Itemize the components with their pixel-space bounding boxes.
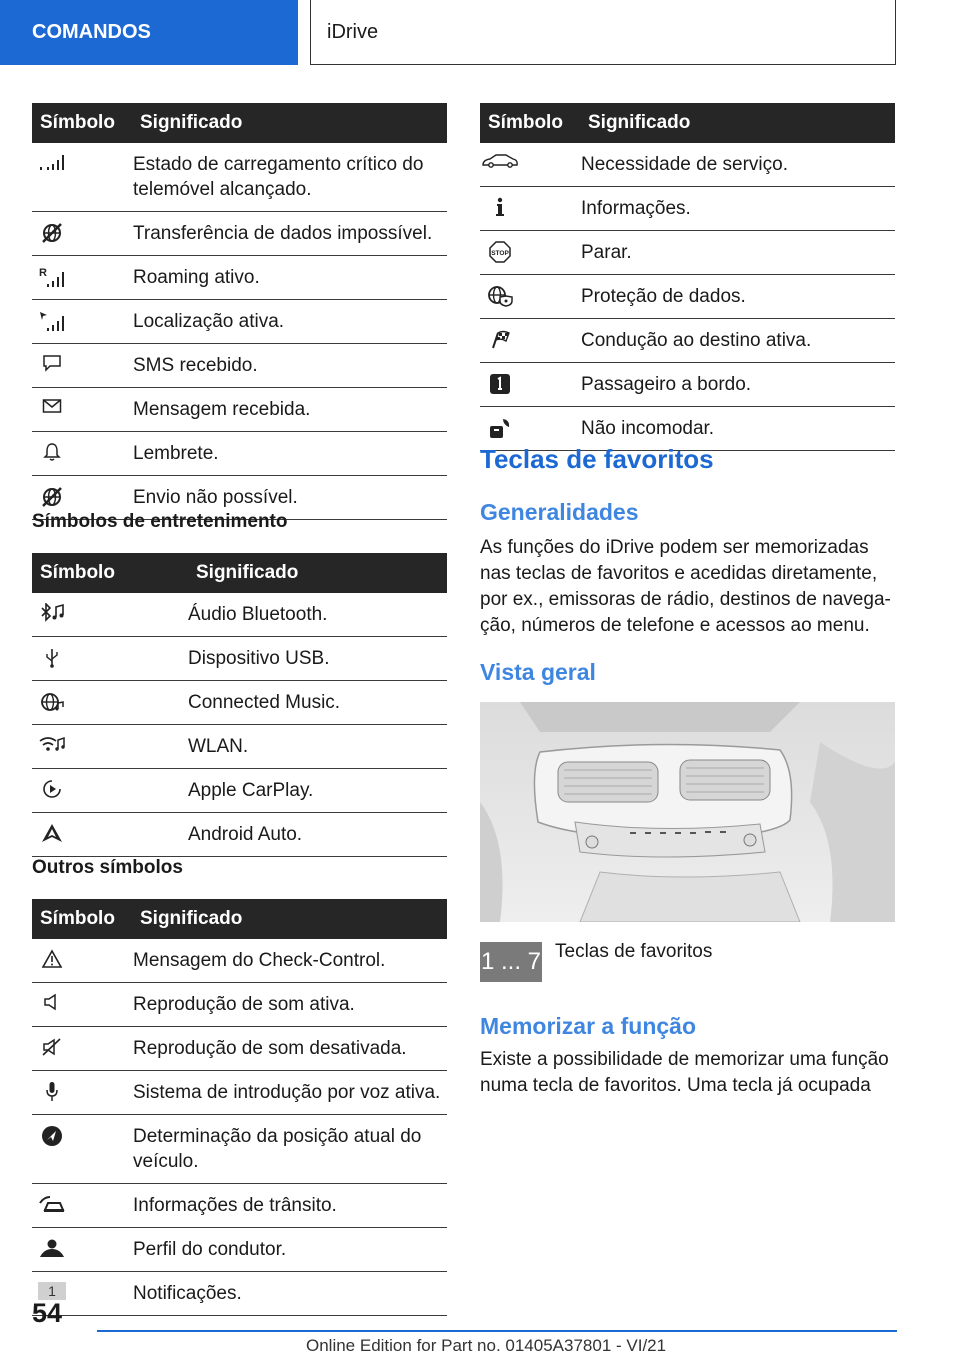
header-meaning: Significado	[140, 112, 243, 133]
general-line: por ex., emissoras de rádio, destinos de navega-	[480, 589, 891, 610]
row-text: Informações de trânsito.	[133, 1195, 337, 1216]
row-text: Informações.	[581, 198, 691, 219]
header-symbol: Símbolo	[40, 112, 115, 133]
microphone-icon	[32, 1071, 72, 1103]
speaker-icon	[32, 983, 72, 1011]
row-text: Android Auto.	[188, 824, 303, 845]
favorites-title: Teclas de favoritos	[480, 444, 714, 474]
overview-title: Vista geral	[480, 659, 596, 685]
table-row	[32, 1228, 447, 1272]
bell-icon	[32, 432, 72, 462]
table-row	[32, 593, 447, 637]
row-text: Áudio Bluetooth.	[188, 604, 328, 625]
table-row	[32, 1272, 447, 1316]
do-not-disturb-icon	[480, 407, 520, 439]
warning-triangle-icon	[32, 939, 72, 969]
row-text: Mensagem do Check-Control.	[133, 950, 386, 971]
table-header	[32, 103, 447, 143]
table-row	[32, 939, 447, 983]
row-text: Passageiro a bordo.	[581, 374, 752, 395]
other-symbols-table	[32, 899, 447, 1316]
row-text: Condução ao destino ativa.	[581, 330, 812, 351]
table-row	[32, 256, 447, 300]
row-text: Sistema de introdução por voz ativa.	[133, 1082, 441, 1103]
table-row	[32, 1184, 447, 1228]
table-row	[480, 231, 895, 275]
entertainment-table	[32, 553, 447, 857]
data-off-globe-icon	[32, 212, 72, 244]
row-text: Reprodução de som desativada.	[133, 1038, 407, 1059]
table-row	[32, 725, 447, 769]
header-meaning: Significado	[588, 112, 691, 133]
table-header	[480, 103, 895, 143]
notification-badge-icon	[32, 1272, 72, 1300]
row-text: Proteção de dados.	[581, 286, 746, 307]
carplay-icon	[32, 769, 72, 799]
edition-note: Online Edition for Part no. 01405A37801 - VI/21	[306, 1336, 667, 1355]
other-symbols-title: Outros símbolos	[32, 857, 183, 878]
stop-icon-label: STOP	[491, 250, 509, 257]
table-row	[32, 143, 447, 212]
car-service-icon	[480, 143, 520, 169]
table-row	[32, 637, 447, 681]
header-symbol: Símbolo	[40, 562, 115, 583]
table-row	[480, 143, 895, 187]
row-text: Notificações.	[133, 1283, 242, 1304]
store-function-title: Memorizar a função	[480, 1013, 696, 1039]
svg-text:R: R	[39, 267, 47, 279]
row-text: Determinação da posição atual do veículo.	[133, 1126, 422, 1172]
envelope-icon	[32, 388, 72, 414]
row-text: Mensagem recebida.	[133, 399, 311, 420]
key-range-badge: 1 ... 7	[480, 942, 542, 982]
right-symbols-table	[480, 103, 895, 451]
chapter-title: iDrive	[327, 20, 379, 43]
general-line: ção, números de telefone e acessos ao menu.	[480, 615, 870, 636]
row-text: SMS recebido.	[133, 355, 258, 376]
table-row	[480, 319, 895, 363]
status-symbols-table	[32, 103, 447, 520]
connected-music-icon	[32, 681, 72, 713]
roaming-signal-icon	[32, 256, 72, 288]
table-row	[32, 983, 447, 1027]
header-meaning: Significado	[196, 562, 299, 583]
page-number: 54	[32, 1298, 63, 1328]
chapter-tab	[310, 0, 896, 65]
row-text: Estado de carregamento crítico do telemóvel alcançado.	[133, 154, 424, 200]
speaker-muted-icon	[32, 1027, 72, 1057]
general-line: nas teclas de favoritos e acedidas diretamente,	[480, 563, 878, 584]
photo-caption: Teclas de favoritos	[555, 941, 713, 962]
header-meaning: Significado	[140, 908, 243, 929]
checkered-flag-icon	[480, 319, 520, 349]
general-title: Generalidades	[480, 499, 639, 525]
table-row	[32, 1115, 447, 1184]
table-row	[480, 363, 895, 407]
entertainment-title: Símbolos de entretenimento	[32, 511, 288, 532]
row-text: Reprodução de som ativa.	[133, 994, 355, 1015]
store-line: numa tecla de favoritos. Uma tecla já ocupada	[480, 1075, 871, 1096]
send-fail-globe-icon	[32, 476, 72, 508]
table-row	[32, 1027, 447, 1071]
header-symbol: Símbolo	[40, 908, 115, 929]
traffic-info-icon	[32, 1184, 72, 1214]
location-signal-icon	[32, 300, 72, 332]
row-text: Dispositivo USB.	[188, 648, 330, 669]
signal-bars-icon	[32, 143, 72, 171]
store-line: Existe a possibilidade de memorizar uma função	[480, 1049, 889, 1070]
bluetooth-audio-icon	[32, 593, 72, 623]
row-text: Perfil do condutor.	[133, 1239, 287, 1260]
table-row	[32, 813, 447, 857]
row-text: Localização ativa.	[133, 311, 285, 332]
table-row	[480, 275, 895, 319]
table-header	[32, 899, 447, 939]
section-tab	[0, 0, 298, 65]
footer-divider	[97, 1330, 897, 1332]
table-row	[32, 388, 447, 432]
favorite-buttons-photo	[480, 702, 895, 922]
table-row	[480, 187, 895, 231]
row-text: Necessidade de serviço.	[581, 154, 788, 175]
sms-bubble-icon	[32, 344, 72, 372]
table-row	[32, 344, 447, 388]
table-row	[32, 300, 447, 344]
general-text	[480, 535, 900, 639]
row-text: Parar.	[581, 242, 632, 263]
section-title: COMANDOS	[32, 21, 151, 43]
data-protection-icon	[480, 275, 520, 307]
driver-profile-icon	[32, 1228, 72, 1258]
header-symbol: Símbolo	[488, 112, 563, 133]
passenger-icon	[480, 363, 520, 395]
stop-icon	[480, 231, 520, 263]
usb-icon	[32, 637, 72, 669]
info-icon	[480, 187, 520, 217]
notification-count: 1	[38, 1282, 66, 1300]
table-row	[32, 1071, 447, 1115]
table-row	[32, 212, 447, 256]
row-text: Transferência de dados impossível.	[133, 223, 433, 244]
row-text: Não incomodar.	[581, 418, 715, 439]
general-line: As funções do iDrive podem ser memorizadas	[480, 537, 869, 558]
table-row	[32, 432, 447, 476]
row-text: Roaming ativo.	[133, 267, 260, 288]
android-auto-icon	[32, 813, 72, 843]
row-text: Lembrete.	[133, 443, 219, 464]
row-text: Apple CarPlay.	[188, 780, 314, 801]
table-header	[32, 553, 447, 593]
store-text	[480, 1047, 900, 1099]
wlan-icon	[32, 725, 72, 755]
row-text: Envio não possível.	[133, 487, 298, 508]
table-row	[32, 681, 447, 725]
table-row	[32, 769, 447, 813]
gps-position-icon	[32, 1115, 72, 1147]
row-text: WLAN.	[188, 736, 249, 757]
row-text: Connected Music.	[188, 692, 341, 713]
